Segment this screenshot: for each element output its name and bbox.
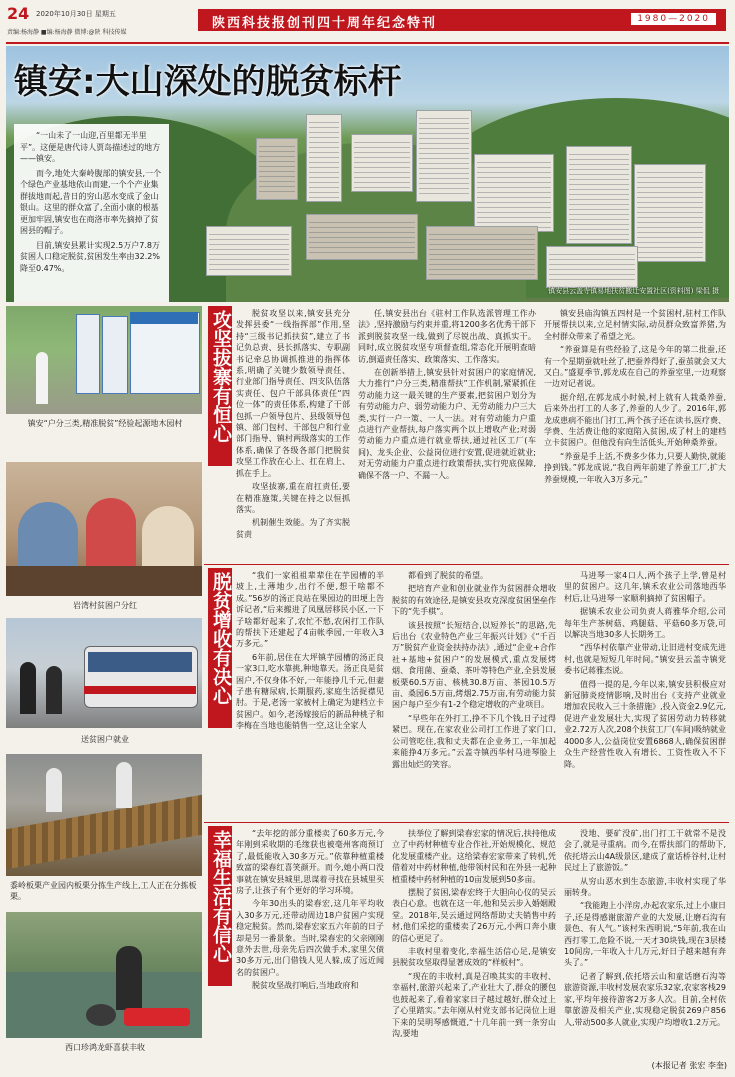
article-column <box>236 570 384 818</box>
photo-column <box>6 306 202 1074</box>
main-headline: 镇安:大山深处的脱贫标杆 <box>14 62 402 102</box>
section-title-text: 幸福生活有信心 <box>210 830 232 963</box>
paragraph: 记者了解到,依托塔云山和童话磨石沟等旅游资源,丰收村发展农家乐32家,农家客栈29家,平均年接待游客2万多人次。目前,全村依靠旅游及相关产业,实现稳定脱贫269户856人,带动500多人就业,实现户均增收1.2万元。 <box>564 971 726 1027</box>
paragraph: “西华村依靠产业带动,让旧进村变成先进村,也就是短短几年时间。”镇安县云盖寺镇党委书记蒋雅杰说。 <box>564 643 726 676</box>
paragraph: 据介绍,在郭龙成小时候,村上就有人栽桑养蚕,后来外出打工的人多了,养蚕的人少了。2016年,郭龙成患病不能出门打工,两个孩子还在读书,医疗费、学费、生活费让他的家庭陷入贫困,成了村上的建档立卡贫困户。但他没有向生活低头,开始种桑养蚕。 <box>544 392 726 448</box>
hero-photo <box>6 46 729 302</box>
paragraph: 值得一提的是,今年以来,镇安县积极应对新冠肺炎疫情影响,及时出台《支持产业就业增加农民收入三十条措施》,投入资金2.9亿元,促进产业发展壮大,实现了贫困劳动力转移就业2.72万人次,208个扶贫工厂(车间)吸纳就业4000多人,公益岗位安置6868人,确保贫困群众生产经营性收入有增长、工资性收入不下降。 <box>564 679 726 769</box>
paragraph: 攻坚拔寨,重在肩扛责任,要在精准施策,关键在持之以恒抓落实。 <box>236 482 350 514</box>
reporter-byline: (本报记者 张宏 李奎) <box>651 1061 727 1070</box>
banner-title: 陕西科技报创刊四十周年纪念特刊 <box>212 16 438 31</box>
lead-paragraph: 目前,镇安县累计实现2.5万户7.8万贫困人口稳定脱贫,贫困发生率由32.2%降至0.47%。 <box>20 240 160 273</box>
paragraph: “我们一家祖祖辈辈住在芋园槽的半坡上,土薄地少,出行不便,想干啥都不成。”56岁的汤正良站在果园边的田埂上告诉记者,“后来搬进了凤凰居移民小区,一下子啥都好起来了,农忙不愁,农闲打工作队的帮扶下还建起了4亩帐季园,一年收入3万多元。” <box>236 571 384 649</box>
photo-caption: 西口珍鸿龙虾喜获丰收 <box>65 1043 145 1052</box>
section-title <box>208 568 232 728</box>
issue-date: 2020年10月30日 星期五 <box>36 10 116 18</box>
section-title-text: 脱贫增收有决心 <box>210 572 232 705</box>
article-column <box>236 308 350 560</box>
header-rule <box>6 42 729 44</box>
paragraph: “养蚕算是有些经验了,这是今年的第二批蚕,还有一个星期蚕就吐丝了,把蚕养得好了,蚕茧就会又大又白。”盛夏季节,郭龙成在自己的养蚕室里,一边观察一边对记者说。 <box>544 345 726 389</box>
paragraph: 今年30出头的梁春宏,这几年平均收入30多万元,还带动周边18户贫困户实现稳定脱贫。然而,梁春宏家五六年前的日子却是另一番景象。当时,梁春宏的父亲刚刚意外去世,母亲先后四次做手术,家里欠债30多万元,出门借钱人见人躲,成了远近闻名的贫困户。 <box>236 899 384 977</box>
photo-caption: 镇安“户分三类,精准脱贫”经验起源地木园村 <box>27 419 183 428</box>
paragraph: 镇安县庙沟镇五四村是一个贫困村,驻村工作队开展帮扶以来,立足村情实际,动员群众致富养猪,为全村群众带来了希望之光。 <box>544 309 726 341</box>
section-body <box>236 570 726 818</box>
paragraph: 脱贫攻坚战打响后,当地政府和 <box>252 981 359 991</box>
editor-line: 责编:杨海静 ■编:杨海静 微博:@陕 科技传媒 <box>7 29 127 36</box>
paragraph: 任,镇安县出台《驻村工作队选派管理工作办法》,坚持激励与约束并重,将1200多名优秀干部下派到脱贫攻坚一线,做到了尽锐出战、真抓实干。同时,成立脱贫攻坚专项督查组,常态化开展明查暗访,倒逼责任落实、政策落实、工作落实。 <box>358 309 536 364</box>
paragraph: 丰收村里着变化,幸福生活信心足,是镇安县脱贫攻坚取得显著成效的“样板村”。 <box>392 947 556 968</box>
paragraph: “早些年在外打工,挣不下几个钱,日子过得紧巴。现在,在家农业公司打工作进了家门口,公司管吃住,我和丈夫都在企业务工,一年加起来能挣4万多元。”云盖寺镇西华村马进琴脸上露出灿烂的笑容。 <box>392 713 556 769</box>
section-body <box>236 308 726 560</box>
photo-dividend-meeting <box>6 462 202 596</box>
lead-summary <box>14 124 169 302</box>
photo-caption: 黍岭板栗产业园内板栗分拣生产线上,工人正在分拣板栗。 <box>10 881 197 901</box>
photo-chestnut-line <box>6 754 202 876</box>
section-title <box>208 306 232 466</box>
photo-caption: 送贫困户就业 <box>81 735 129 744</box>
article-column <box>544 308 726 560</box>
paragraph: 把培育产业和创业就业作为贫困群众增收脱贫的有效途径,是镇安县攻克深度贫困堡垒作下的“先手棋”。 <box>392 584 556 617</box>
paragraph: 没地、要矿没矿,出门打工干就常不是没会了,就是寻重病。而今,在帮扶部门的帮助下,依托塔云山4A级景区,建成了童话桥谷村,让村民过上了旅游饭。” <box>564 829 726 873</box>
paragraph: 该县按照“长短结合,以短养长”的思路,先后出台《农业特色产业三年振兴计划》《“千百万”脱贫产业资金扶持办法》,通过“企业+合作社+基地+贫困户”的发展模式,重点发展烤烟、食用菌、蚕桑、茶叶等特色产业,全县发展板栗60.5万亩、核桃30.8万亩、茶园10.5万亩、桑园6.5万亩,烤烟2.75万亩,有劳动能力贫困户每户至少有1-2个稳定增收的产业项目。 <box>392 620 556 710</box>
paragraph: 扶举位了解到梁春宏家的情况后,扶持他成立了中药材种植专业合作社,开始规模化、规范化发展重楼产业。这给梁春宏家带来了转机,凭借着对中药材种植,他带领村民和在外县一起种植重楼中药材种植的10亩发展到50多亩。 <box>392 829 556 884</box>
section-divider <box>204 822 729 823</box>
article-column <box>564 828 726 1056</box>
lead-paragraph: 而今,地处大秦岭腹部的镇安县,一个个绿色产业基地依山而建,一个个产业集群拔地而起,昔日的穷山恶水变成了金山银山。这里的群众富了,全面小康的根基更加牢固,镇安也在商洛市率先摘掉了贫困县的帽子。 <box>20 168 162 235</box>
banner-years: 1980—2020 <box>631 13 716 25</box>
photo-crayfish-harvest <box>6 912 202 1038</box>
paragraph: 都看到了脱贫的希望。 <box>408 571 488 580</box>
article-column <box>236 828 384 1056</box>
special-issue-banner <box>198 9 726 31</box>
article-column <box>564 570 726 818</box>
paragraph: “我能跑上小洋房,办起农家乐,过上小康日子,还是得感谢旅游产业的大发展,让磨石沟有景色、有人气。”该村朱西明说,“5年前,我在山西打零工,危险不说,一天才30块钱,现在3层楼10间房,一年收入十几万元,好日子越来越有奔头了。” <box>564 901 726 968</box>
photo-caption: 岩湾村贫困户分红 <box>73 601 137 610</box>
paragraph: 马进琴一家4口人,两个孩子上学,曾是村里的贫困户。这几年,镇禾农业公司落地西华村后,让马进琴一家顺利摘掉了贫困帽子。 <box>564 571 726 603</box>
paragraph: 脱贫攻坚以来,镇安县充分发挥县委“一线指挥部”作用,坚持“三级书记抓扶贫”,建立了书记负总责、县长抓落实、专职副书记牵总协调抓推进的指挥体系,明确了关键少数领导责任、行业部门指导责任、四支队伍落实责任、包户干部具体责任“四位一体”的责任体系,构建了干部包抓一户领导包片、县级领导包镇、部门包村、干部包户和行业部门指导、镇村两级落实的工作体系,确保了各级各部门把脱贫攻坚工作放在心上、扛在肩上、抓在手上。 <box>236 309 350 478</box>
article-column <box>392 570 556 818</box>
photo-credit: 镇安县云盖寺镇易地扶贫搬迁安置社区(资料图) 梁侃 摄 <box>548 287 719 295</box>
article-column <box>392 828 556 1056</box>
section-title <box>208 826 232 986</box>
paragraph: 6年前,居住在大坪镇芋园槽的汤正良一家3口,吃水靠挑,种地靠天。汤正良是贫困户,不仅身体不好,一年能挣几千元,但妻子患有糖尿病,长期服药,家庭生活捉襟见肘。于是,老汤一家被村上确定为建档立卡贫困户。如今,老汤嫁接后的新品种桃子和李梅在当地也能销售一空,这让全家人 <box>236 652 384 731</box>
paragraph: 摆脱了贫困,梁春宏终于大胆向心仪的吴云表白心意。也就在这一年,他和吴云步入婚姻殿堂。2018年,吴云通过网络帮助丈夫销售中药材,他们采挖的重楼卖了26万元,小两口奔小康的信心更足了。 <box>392 888 556 943</box>
photo-display-boards <box>6 306 202 414</box>
section-body <box>236 828 726 1056</box>
section-divider <box>204 564 729 565</box>
page-number: 24 <box>7 4 30 23</box>
paragraph: “去年挖的部分重楼卖了60多万元,今年刚到采收期的毛缘获也被毫州客商预订了,最低能收入30多万元。”依靠种植重楼致富的梁春红喜笑颜开。而今,她小两口没事就在镇安县城里,思谋着寻找在县城里买房子,让孩子有个更好的学习环境。 <box>236 829 384 896</box>
paragraph: 在创新举措上,镇安县针对贫困户的家庭情况,大力推行“户分三类,精准帮扶”工作机制,紧紧抓住劳动能力这一最关键的生产要素,把贫困户划分为有劳动能力户、弱劳动能力户、无劳动能力户三大类,实行一户一策、一人一法。对有劳动能力户重点进行产业帮扶,每户落实两个以上增收产业;对弱劳动能力户重点进行就业帮扶,通过社区工厂(车间)、龙头企业、公益岗位进行安置,促进就近就业;对无劳动能力户重点进行政策帮扶,实行兜底保障,确保不落一户、不漏一人。 <box>358 368 536 480</box>
lead-paragraph: “一山未了一山迎,百里都无半里平”。这便是唐代诗人贾岛描述过的地方——镇安。 <box>20 131 161 163</box>
paragraph: 据镇禾农业公司负责人蒋雅华介绍,公司每年生产茶树菇、鸡腿菇、平菇60多万袋,可以解决当地30多人长期务工。 <box>564 607 726 640</box>
page-header <box>0 0 735 42</box>
paragraph: 从穷山恶水到生态旅游,丰收村实现了华丽转身。 <box>564 876 726 898</box>
section-title-text: 攻坚拔寨有恒心 <box>210 310 232 443</box>
paragraph: “现在的丰收村,真是召唤其实的丰收村、幸福村,旅游兴起来了,产业壮大了,群众的腰包也鼓起来了,看着家家日子越过越好,群众过上了心里踏实。”去年刚从村党支部书记岗位上退下来的吴明琴感慨道,“十几年前一到一条穷山沟,要地 <box>392 971 556 1038</box>
paragraph: “养蚕是手上活,不费多少体力,只要人勤快,就能挣到钱。”郭龙成说,“我自两年前建了养蚕工厂,扩大养蚕规模,一年收入3万多元。” <box>544 451 726 484</box>
photo-bus-employment <box>6 618 202 728</box>
article-column <box>358 308 536 560</box>
paragraph: 机制催生效能。为了齐实脱贫责 <box>236 518 350 539</box>
